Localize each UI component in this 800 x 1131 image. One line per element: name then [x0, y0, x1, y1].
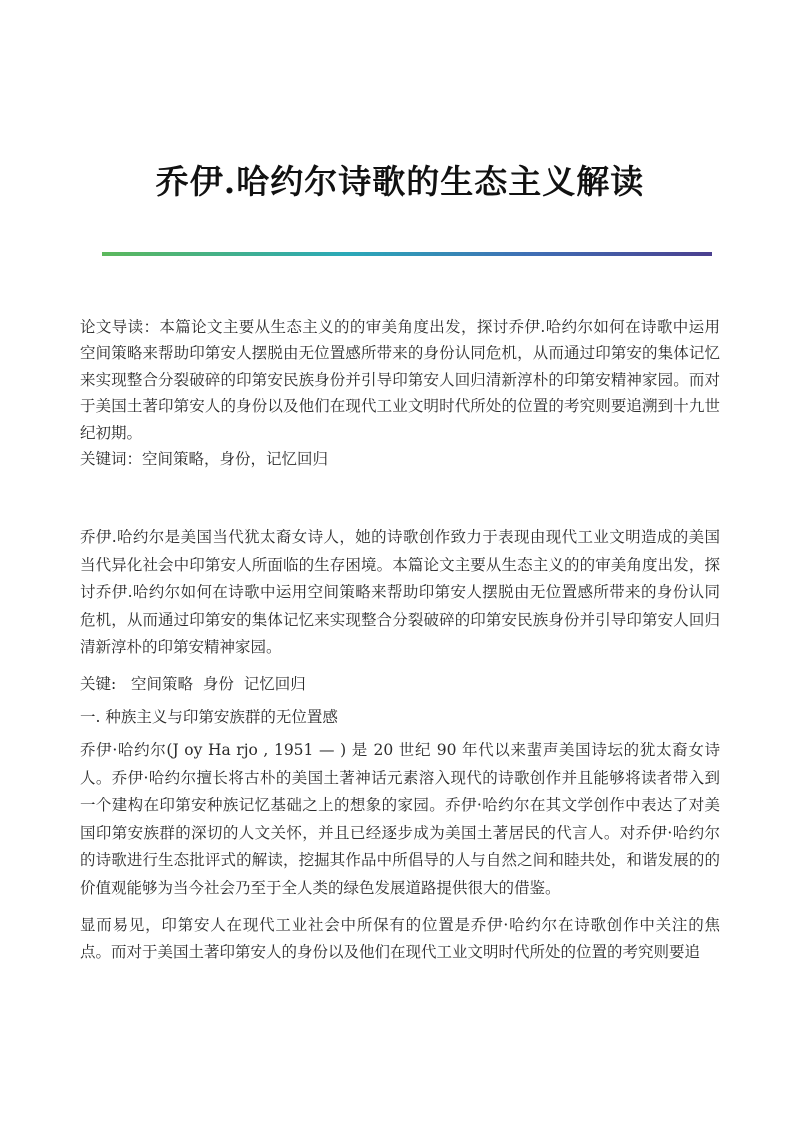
spacer — [80, 903, 720, 912]
keywords-line: 关键词：空间策略，身份，记忆回归 — [80, 450, 329, 469]
spacer — [80, 697, 720, 704]
spacer — [80, 662, 720, 671]
keywords-secondary-line: 关键: 空间策略 身份 记忆回归 — [80, 675, 306, 693]
title-divider — [102, 252, 712, 256]
spacer — [80, 472, 720, 524]
body-paragraph-2: 显而易见，印第安人在现代工业社会中所保有的位置是乔伊·哈约尔在诗歌创作中关注的焦点。而对于美国土著印第安人的身份以及他们在现代工业文明时代所处的位置的考究则要追 — [80, 915, 720, 962]
intro-paragraph: 乔伊.哈约尔是美国当代犹太裔女诗人，她的诗歌创作致力于表现由现代工业文明造成的美国当代异化社会中印第安人所面临的生存困境。本篇论文主要从生态主义的的审美角度出发，探讨乔伊.哈约尔如何在诗歌中运用空间策略来帮助印第安人摆脱由无位置感所带来的身份认同危机，从而通过印第安的集体记忆来实现整合分裂破碎的印第安民族身份并引导印第安人回归清新淳朴的印第安精神家园。 — [80, 528, 720, 657]
paper-body — [80, 314, 720, 967]
section-heading: 一. 种族主义与印第安族群的无位置感 — [80, 708, 338, 726]
abstract-paragraph: 论文导读：本篇论文主要从生态主义的的审美角度出发，探讨乔伊.哈约尔如何在诗歌中运用空间策略来帮助印第安人摆脱由无位置感所带来的身份认同危机，从而通过印第安的集体记忆来实现整合分裂破碎的印第安民族身份并引导印第安人回归清新淳朴的印第安精神家园。而对于美国土著印第安人的身份以及他们在现代工业文明时代所处的位置的考究则要追溯到十九世纪初期。 — [80, 318, 720, 442]
paper-title: 乔伊.哈约尔诗歌的生态主义解读 — [155, 162, 645, 201]
body-paragraph-1: 乔伊·哈约尔(J oy Ha rjo , 1951 — ) 是 20 世纪 90 年代以来蜚声美国诗坛的犹太裔女诗人。乔伊·哈约尔擅长将古朴的美国土著神话元素溶入现代的诗歌创作并且能够将读者带入到一个建构在印第安种族记忆基础之上的想象的家园。乔伊·哈约尔在其文学创作中表达了对美国印第安族群的深切的人文关怀，并且已经逐步成为美国土著居民的代言人。对乔伊·哈约尔的诗歌进行生态批评式的解读，挖掘其作品中所倡导的人与自然之间和睦共处，和谐发展的的价值观能够为当今社会乃至于全人类的绿色发展道路提供很大的借鉴。 — [80, 741, 720, 897]
spacer — [80, 730, 720, 737]
